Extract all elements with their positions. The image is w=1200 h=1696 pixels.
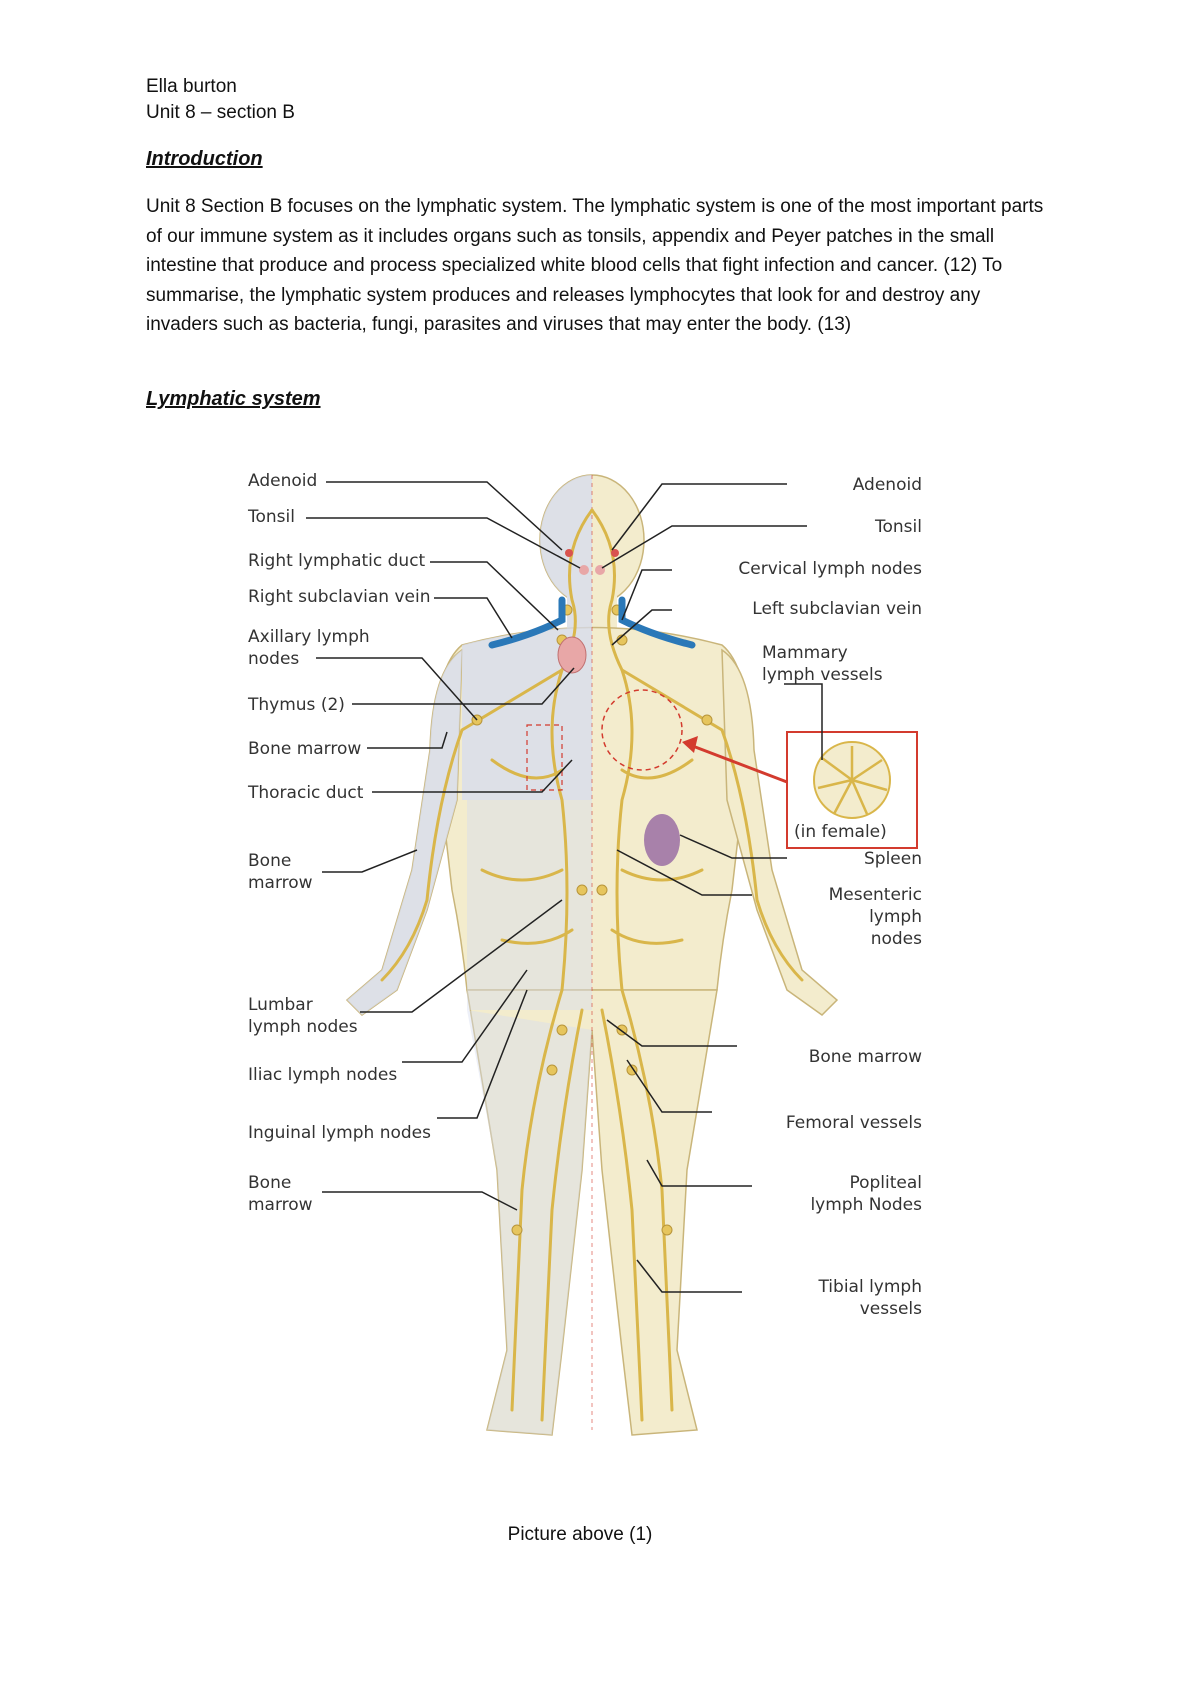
label-mammary-2: lymph vessels [762, 665, 883, 685]
author-name: Ella burton [146, 76, 237, 97]
label-mesenteric-2: lymph [869, 907, 922, 927]
lymphatic-heading: Lymphatic system [146, 388, 321, 410]
lymphatic-system-diagram [248, 470, 922, 1462]
label-spleen: Spleen [864, 849, 922, 869]
unit-title: Unit 8 – section B [146, 102, 295, 123]
adenoid-right [611, 549, 619, 557]
figure-caption: Picture above (1) [507, 1524, 653, 1545]
label-lumbar-1: Lumbar [248, 995, 313, 1015]
label-in-female: (in female) [794, 822, 887, 842]
label-iliac: Iliac lymph nodes [248, 1065, 398, 1085]
label-popliteal-2: lymph Nodes [810, 1195, 922, 1215]
intro-paragraph: Unit 8 Section B focuses on the lymphatic system. The lymphatic system is one of the most important parts of our immune system as it includes organs such as tonsils, appendix and Peyer patches in the small intestine that produce and process specialized white blood cells that fight infection and cancer. (12) To summarise, the lymphatic system produces and releases lymphocytes that look for and destroy any invaders such as bacteria, fungi, parasites and viruses that may enter the body. (13) [146, 196, 1044, 335]
label-thymus: Thymus (2) [248, 695, 345, 715]
label-bone-marrow-2b: marrow [248, 873, 313, 893]
label-bone-marrow-2a: Bone [248, 851, 292, 871]
intro-heading: Introduction [146, 148, 263, 170]
label-mammary-1: Mammary [762, 643, 848, 663]
label-adenoid-left: Adenoid [248, 471, 318, 491]
label-right-lymphatic-duct: Right lymphatic duct [248, 551, 426, 571]
label-adenoid-right: Adenoid [852, 475, 922, 495]
adenoid-left [565, 549, 573, 557]
label-mesenteric-1: Mesenteric [828, 885, 922, 905]
label-tonsil-left: Tonsil [248, 507, 295, 527]
label-axillary-1: Axillary lymph [248, 627, 370, 647]
label-popliteal-1: Popliteal [849, 1173, 922, 1193]
label-left-subclavian: Left subclavian vein [752, 599, 922, 619]
label-tonsil-right: Tonsil [875, 517, 922, 537]
thymus [558, 637, 586, 673]
label-mesenteric-3: nodes [870, 929, 922, 949]
label-femoral: Femoral vessels [785, 1113, 922, 1133]
label-right-subclavian-vein: Right subclavian vein [248, 587, 431, 607]
tonsil-left [579, 565, 589, 575]
label-inguinal: Inguinal lymph nodes [248, 1123, 431, 1143]
label-bone-marrow-3a: Bone [248, 1173, 292, 1193]
label-thoracic-duct: Thoracic duct [248, 783, 364, 803]
spleen [644, 814, 680, 866]
label-tibial-2: vessels [859, 1299, 922, 1319]
label-bone-marrow-3b: marrow [248, 1195, 313, 1215]
label-cervical: Cervical lymph nodes [738, 559, 922, 579]
label-lumbar-2: lymph nodes [248, 1017, 358, 1037]
label-tibial-1: Tibial lymph [818, 1277, 922, 1297]
label-bone-marrow-right: Bone marrow [808, 1047, 922, 1067]
label-axillary-2: nodes [248, 649, 300, 669]
label-bone-marrow-1: Bone marrow [248, 739, 362, 759]
